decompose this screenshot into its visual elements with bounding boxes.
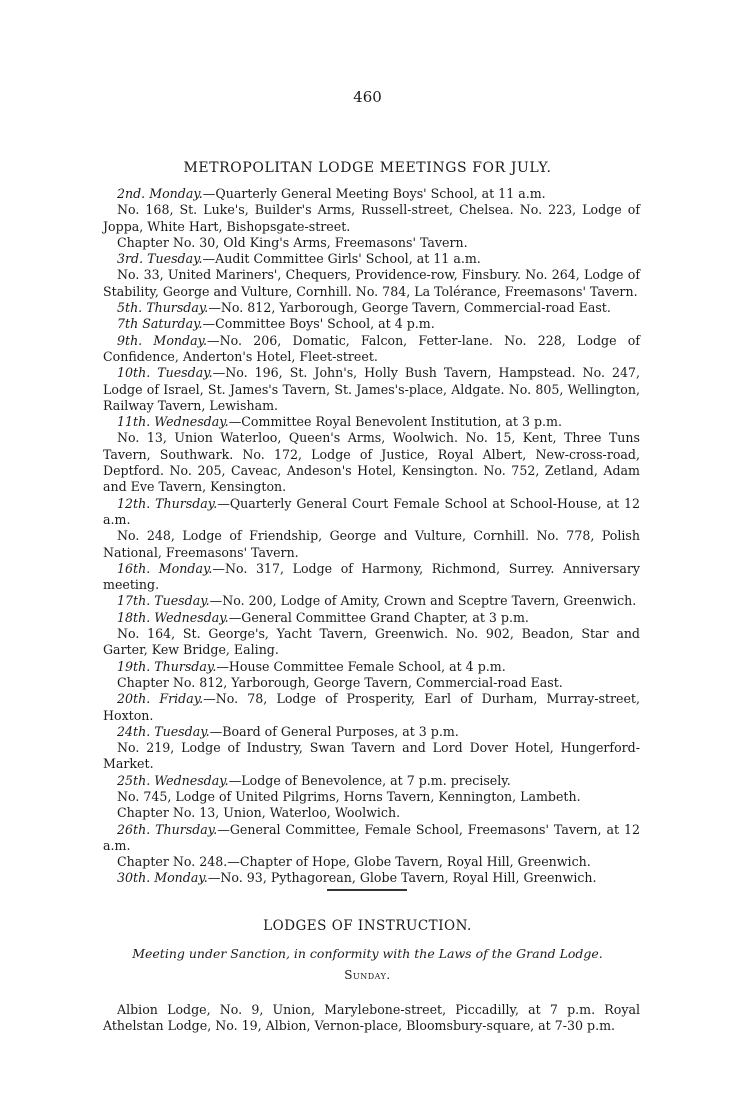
instruction-text: Albion Lodge, No. 9, Union, Marylebone-street, Piccadilly, at 7 p.m. Royal Athelstan Lodge, No. 19, Albion, Vernon-place, Bloomsbury-square, at 7-30 p.m. — [103, 1001, 640, 1033]
meeting-date: 12th. Thursday. — [117, 495, 218, 511]
meeting-entry — [103, 333, 640, 366]
meeting-entry — [103, 496, 640, 529]
meeting-date: 26th. Thursday. — [117, 821, 218, 837]
meeting-entry — [103, 724, 640, 740]
meeting-text: Chapter No. 13, Union, Waterloo, Woolwich. — [117, 805, 401, 821]
meeting-entry — [103, 186, 640, 202]
meeting-text: Chapter No. 248.—Chapter of Hope, Globe Tavern, Royal Hill, Greenwich. — [117, 854, 591, 870]
meeting-entry — [103, 822, 640, 855]
meeting-entry — [103, 870, 640, 886]
meeting-entry — [103, 610, 640, 626]
meeting-text: No. 745, Lodge of United Pilgrims, Horns Tavern, Kennington, Lambeth. — [117, 788, 581, 804]
meeting-entry — [103, 740, 640, 773]
meeting-entry — [103, 659, 640, 675]
meeting-entry — [103, 854, 640, 870]
meeting-date: 10th. Tuesday. — [117, 365, 213, 381]
meeting-text: —General Committee, Female School, Freemasons' Tavern, at 12 a.m. — [103, 821, 640, 853]
meeting-text: —Quarterly General Court Female School at School-House, at 12 a.m. — [103, 495, 641, 527]
meeting-date: 2nd. Monday. — [117, 186, 203, 201]
meeting-entry — [103, 316, 640, 332]
meeting-text: No. 248, Lodge of Friendship, George and Vulture, Cornhill. No. 778, Polish National, Freemasons' Tavern. — [103, 528, 640, 560]
meeting-date: 3rd. Tuesday. — [117, 251, 203, 267]
meeting-entry — [103, 626, 640, 659]
meeting-text: —No. 196, St. John's, Holly Bush Tavern, Hampstead. No. 247, Lodge of Israel, St. James's Tavern, St. James's-place, Aldgate. No. 805, Wellington, Railway Tavern, Lewisham. — [103, 365, 640, 413]
meeting-text: No. 168, St. Luke's, Builder's Arms, Russell-street, Chelsea. No. 223, Lodge of Joppa, White Hart, Bishopsgate-street. — [103, 202, 640, 234]
meeting-date: 19th. Thursday. — [117, 658, 217, 674]
meeting-text: No. 33, United Mariners', Chequers, Providence-row, Finsbury. No. 264, Lodge of Stability, George and Vulture, Cornhill. No. 784, La Tolérance, Freemasons' Tavern. — [103, 267, 640, 299]
meeting-entry — [103, 789, 640, 805]
meeting-text: No. 164, St. George's, Yacht Tavern, Greenwich. No. 902, Beadon, Star and Garter, Kew Bridge, Ealing. — [103, 626, 640, 658]
meeting-text: —No. 812, Yarborough, George Tavern, Commercial-road East. — [208, 300, 611, 316]
meeting-text: No. 219, Lodge of Industry, Swan Tavern and Lord Dover Hotel, Hungerford-Market. — [103, 740, 640, 772]
meeting-entry — [103, 773, 640, 789]
meeting-entry — [103, 528, 640, 561]
meeting-text: —No. 200, Lodge of Amity, Crown and Sceptre Tavern, Greenwich. — [209, 593, 637, 609]
meeting-date: 16th. Monday. — [117, 560, 213, 576]
meeting-entry — [103, 805, 640, 821]
meeting-entry — [103, 365, 640, 414]
meeting-entry — [103, 267, 640, 300]
meeting-text: —No. 78, Lodge of Prosperity, Earl of Durham, Murray-street, Hoxton. — [103, 691, 640, 723]
meeting-text: —General Committee Grand Chapter, at 3 p.m. — [228, 609, 529, 625]
meeting-text: —Quarterly General Meeting Boys' School, at 11 a.m. — [202, 186, 546, 201]
meeting-text: Chapter No. 30, Old King's Arms, Freemasons' Tavern. — [117, 234, 468, 250]
meeting-entry — [103, 593, 640, 609]
meeting-text: No. 13, Union Waterloo, Queen's Arms, Woolwich. No. 15, Kent, Three Tuns Tavern, Southwark. No. 172, Lodge of Justice, Royal Albert, New-cross-road, Deptford. No. 205, Caveac, Andeson's Hotel, Kensington. No. 752, Zetland, Adam and Eve Tavern, Kensington. — [103, 430, 640, 495]
meeting-date: 20th. Friday. — [117, 691, 204, 707]
page-heading: METROPOLITAN LODGE MEETINGS FOR JULY. — [183, 160, 552, 176]
meeting-date: 24th. Tuesday. — [117, 723, 210, 739]
meeting-entry — [103, 251, 640, 267]
meeting-entry — [103, 300, 640, 316]
meeting-text: —Board of General Purposes, at 3 p.m. — [209, 723, 459, 739]
meeting-date: 11th. Wednesday. — [117, 414, 229, 430]
meeting-entry — [103, 430, 640, 495]
meeting-date: 18th. Wednesday. — [117, 609, 229, 625]
meeting-entry — [103, 691, 640, 724]
meeting-text: —Lodge of Benevolence, at 7 p.m. precisely. — [228, 772, 511, 788]
meeting-text: —No. 317, Lodge of Harmony, Richmond, Surrey. Anniversary meeting. — [103, 560, 641, 593]
meeting-date: 9th. Monday. — [117, 332, 208, 348]
meeting-text: —Committee Boys' School, at 4 p.m. — [202, 316, 435, 332]
meeting-date: 25th. Wednesday. — [117, 772, 229, 788]
meeting-text: —Committee Royal Benevolent Institution, at 3 p.m. — [228, 414, 562, 430]
instruction-heading: LODGES OF INSTRUCTION. — [263, 918, 472, 934]
meeting-entry — [103, 235, 640, 251]
page-number: 460 — [353, 88, 382, 106]
meeting-date: 5th. Thursday. — [117, 300, 209, 316]
meeting-date: 17th. Tuesday. — [117, 593, 210, 609]
meeting-list — [103, 186, 640, 887]
meeting-text: —Audit Committee Girls' School, at 11 a.m. — [202, 251, 481, 267]
meeting-entry — [103, 561, 640, 594]
meeting-text: —House Committee Female School, at 4 p.m. — [216, 658, 506, 674]
instruction-sanction: Meeting under Sanction, in conformity with the Laws of the Grand Lodge. — [132, 946, 603, 961]
meeting-date: 30th. Monday. — [117, 870, 208, 886]
meeting-entry — [103, 675, 640, 691]
meeting-text: Chapter No. 812, Yarborough, George Tavern, Commercial-road East. — [117, 674, 563, 690]
meeting-entry — [103, 202, 640, 235]
meeting-entry — [103, 414, 640, 430]
meeting-text: —No. 93, Pythagorean, Globe Tavern, Royal Hill, Greenwich. — [207, 870, 597, 886]
meeting-text: —No. 206, Domatic, Falcon, Fetter-lane. No. 228, Lodge of Confidence, Anderton's Hotel, Fleet-street. — [103, 332, 640, 364]
section-divider — [327, 889, 407, 891]
instruction-day: Sunday. — [344, 968, 391, 982]
meeting-date: 7th Saturday. — [117, 316, 203, 332]
